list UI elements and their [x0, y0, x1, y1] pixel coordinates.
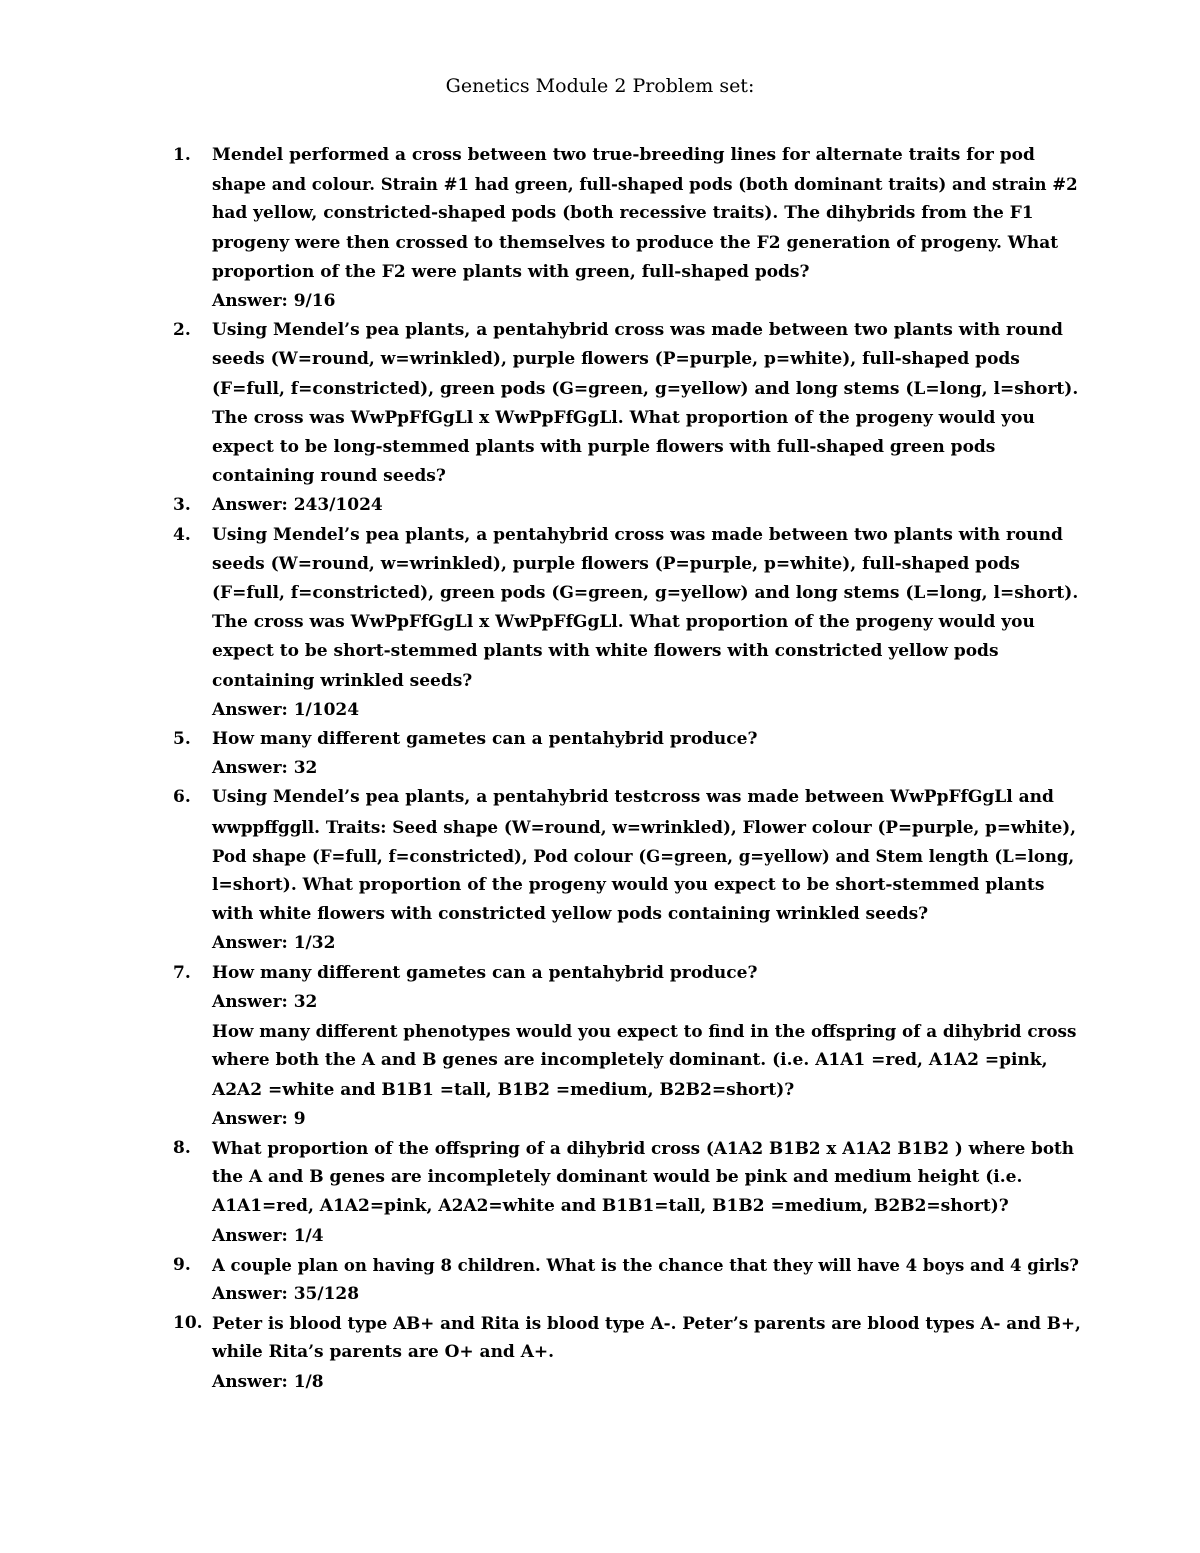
question-line: shape and colour. Strain #1 had green, full-shaped pods (both dominant traits) and strain #2	[212, 175, 1078, 195]
question-line: where both the A and B genes are incompletely dominant. (i.e. A1A1 =red, A1A2 =pink,	[212, 1050, 1048, 1071]
question-line: A1A1=red, A1A2=pink, A2A2=white and B1B1=tall, B1B2 =medium, B2B2=short)?	[212, 1196, 1009, 1217]
problem-item	[0, 1251, 1200, 1309]
question-line: containing wrinkled seeds?	[212, 670, 473, 691]
problem-number: 4.	[173, 524, 191, 545]
problem-item	[0, 1134, 1200, 1251]
problem-number: 9.	[173, 1254, 191, 1275]
question-line: The cross was WwPpFfGgLl x WwPpFfGgLl. What proportion of the progeny would you	[212, 612, 1035, 633]
question-line: Peter is blood type AB+ and Rita is blood type A-. Peter’s parents are blood types A- and B+,	[212, 1313, 1081, 1334]
problem-item	[0, 316, 1200, 491]
problem-item	[0, 725, 1200, 783]
page-title: Genetics Module 2 Problem set:	[445, 75, 755, 97]
question-line: proportion of the F2 were plants with green, full-shaped pods?	[212, 261, 810, 282]
question-line: while Rita’s parents are O+ and A+.	[212, 1342, 555, 1363]
question-line: wwppffggll. Traits: Seed shape (W=round, w=wrinkled), Flower colour (P=purple, p=white),	[212, 816, 1076, 837]
problem-item	[0, 1309, 1200, 1397]
question-line: expect to be short-stemmed plants with white flowers with constricted yellow pods	[212, 641, 999, 662]
answer-line: Answer: 243/1024	[212, 495, 383, 516]
question-line: seeds (W=round, w=wrinkled), purple flowers (P=purple, p=white), full-shaped pods	[212, 553, 1020, 574]
question-line: What proportion of the offspring of a dihybrid cross (A1A2 B1B2 x A1A2 B1B2 ) where both	[212, 1137, 1074, 1158]
question-line: Using Mendel’s pea plants, a pentahybrid cross was made between two plants with round	[212, 524, 1063, 545]
question-line: How many different phenotypes would you expect to find in the offspring of a dihybrid cross	[212, 1021, 1077, 1042]
question-line: l=short). What proportion of the progeny would you expect to be short-stemmed plants	[212, 875, 1045, 896]
question-line: The cross was WwPpFfGgLl x WwPpFfGgLl. What proportion of the progeny would you	[212, 407, 1035, 428]
question-line: seeds (W=round, w=wrinkled), purple flowers (P=purple, p=white), full-shaped pods	[212, 349, 1020, 370]
question-line: Pod shape (F=full, f=constricted), Pod colour (G=green, g=yellow) and Stem length (L=long,	[212, 846, 1075, 866]
question-line: Using Mendel’s pea plants, a pentahybrid testcross was made between WwPpFfGgLl and	[212, 787, 1054, 808]
problem-number: 8.	[173, 1137, 191, 1158]
question-line: A couple plan on having 8 children. What is the chance that they will have 4 boys and 4 girls?	[212, 1255, 1079, 1275]
problem-item	[0, 521, 1200, 725]
problem-number: 1.	[173, 145, 191, 165]
question-line: How many different gametes can a pentahybrid produce?	[212, 962, 758, 983]
answer-line: Answer: 32	[212, 758, 318, 779]
problem-number: 10.	[173, 1313, 203, 1334]
question-line: (F=full, f=constricted), green pods (G=green, g=yellow) and long stems (L=long, l=short).	[212, 378, 1079, 399]
problem-item	[0, 959, 1200, 1134]
question-line: A2A2 =white and B1B1 =tall, B1B2 =medium, B2B2=short)?	[212, 1079, 795, 1100]
problem-number: 7.	[173, 962, 191, 983]
answer-line: Answer: 9/16	[212, 291, 336, 312]
question-line: had yellow, constricted-shaped pods (both recessive traits). The dihybrids from the F1	[212, 203, 1034, 224]
question-line: (F=full, f=constricted), green pods (G=green, g=yellow) and long stems (L=long, l=short).	[212, 583, 1079, 604]
question-line: Using Mendel’s pea plants, a pentahybrid cross was made between two plants with round	[212, 320, 1063, 341]
question-line: progeny were then crossed to themselves to produce the F2 generation of progeny. What	[212, 232, 1059, 253]
problem-number: 6.	[173, 787, 191, 808]
answer-line: Answer: 1/1024	[212, 699, 360, 720]
question-line: with white flowers with constricted yellow pods containing wrinkled seeds?	[212, 904, 929, 925]
answer-line: Answer: 32	[212, 991, 318, 1012]
answer-line: Answer: 9	[212, 1108, 306, 1129]
problem-number: 3.	[173, 495, 191, 516]
problem-list	[0, 141, 1200, 1397]
question-line: the A and B genes are incompletely dominant would be pink and medium height (i.e.	[212, 1167, 1023, 1188]
question-line: Mendel performed a cross between two true-breeding lines for alternate traits for pod	[212, 145, 1035, 165]
problem-number: 2.	[173, 320, 191, 341]
question-line: expect to be long-stemmed plants with purple flowers with full-shaped green pods	[212, 437, 996, 458]
problem-number: 5.	[173, 729, 191, 750]
question-line: How many different gametes can a pentahybrid produce?	[212, 729, 758, 750]
problem-item	[0, 141, 1200, 316]
answer-line: Answer: 35/128	[212, 1283, 360, 1304]
problem-item	[0, 491, 1200, 520]
answer-line: Answer: 1/32	[212, 933, 336, 954]
answer-line: Answer: 1/4	[212, 1225, 324, 1246]
problem-item	[0, 783, 1200, 958]
answer-line: Answer: 1/8	[212, 1371, 324, 1392]
question-line: containing round seeds?	[212, 466, 446, 487]
